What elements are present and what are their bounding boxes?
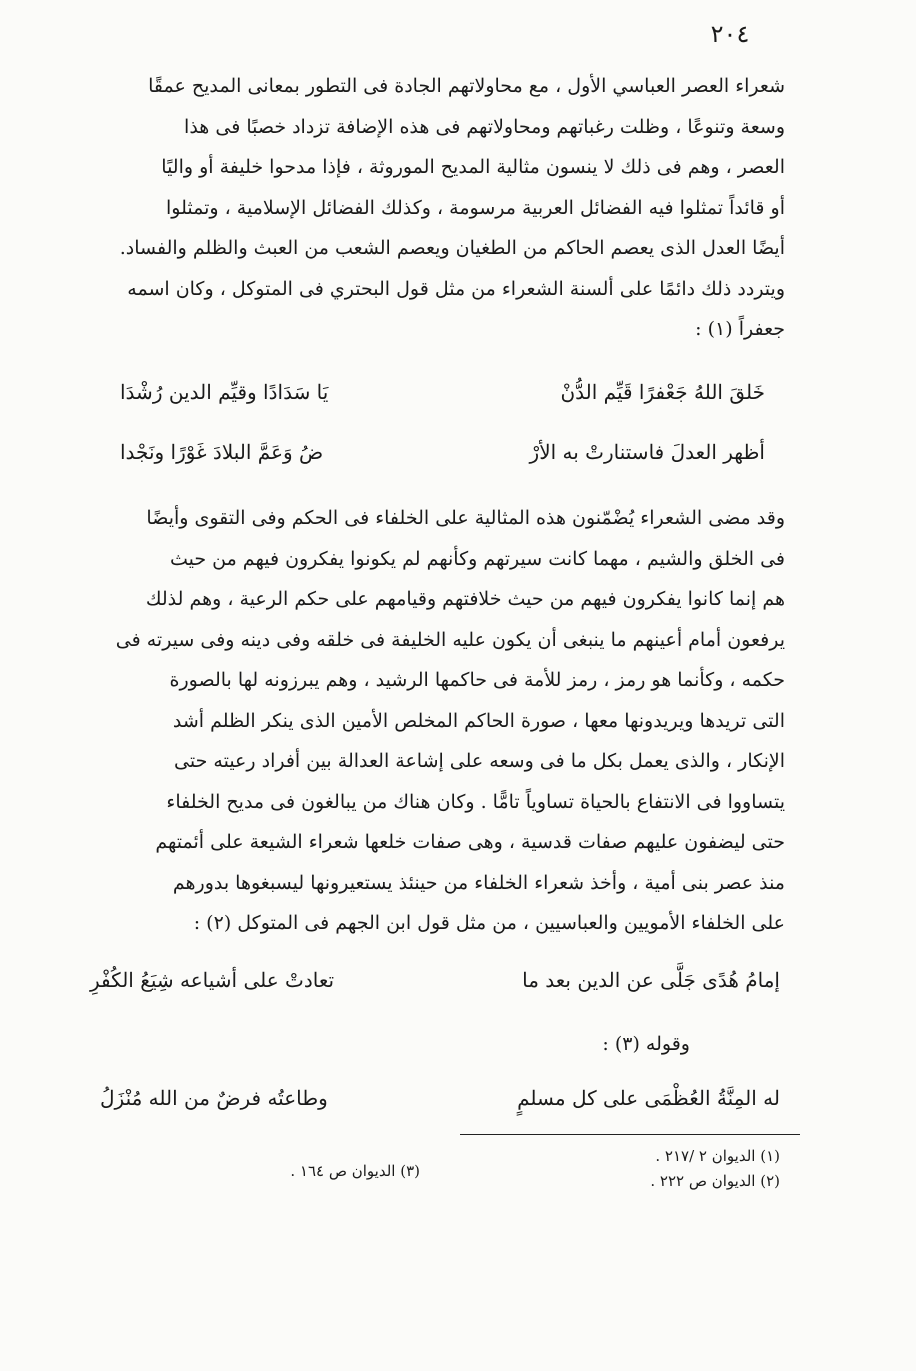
verse-first-hemistich: خَلقَ اللهُ جَعْفرًا قَيِّم الدُّنْ (560, 380, 765, 404)
footnote-2: (٢) الديوان ص ٢٢٢ . (650, 1172, 780, 1190)
paragraph-line: فى الخلق والشيم ، مهما كانت سيرتهم وكأنهم لم يكونوا يفكرون فيهم من حيث (169, 547, 785, 570)
verse-first-hemistich: له المِنَّةُ العُظْمَى على كل مسلمٍ (517, 1086, 780, 1110)
paragraph-line: التى تريدها ويريدونها معها ، صورة الحاكم المخلص الأمين الذى ينكر الظلم أشد (172, 709, 785, 732)
verse-1 (120, 380, 765, 416)
paragraph-line: أو قائداً تمثلوا فيه الفضائل العربية مرسومة ، وكذلك الفضائل الإسلامية ، وتمثلوا (166, 196, 785, 219)
footnote-3: (٣) الديوان ص ١٦٤ . (290, 1162, 420, 1180)
page-number: ٢٠٤ (710, 20, 750, 48)
verse-2 (120, 440, 765, 476)
paragraph-line: شعراء العصر العباسي الأول ، مع محاولاتهم الجادة فى التطور بمعانى المديح عمقًا (148, 75, 785, 97)
paragraph-line: جعفراً (١) : (695, 318, 785, 340)
verse-second-hemistich: تعادتْ على أشياعه شِيَعُ الكُفْرِ (90, 968, 335, 992)
paragraph-line: هم إنما كانوا يفكرون فيهم من حيث خلافتهم وقيامهم على حكم الرعية ، وهم لذلك (145, 588, 785, 610)
verse-second-hemistich: يَا سَدَادًا وقيِّم الدين رُشْدَا (120, 380, 329, 404)
footnote-1: (١) الديوان ٢ /٢١٧ . (655, 1147, 780, 1165)
paragraph-line: الإنكار ، والذى يعمل بكل ما فى وسعه على إشاعة العدالة بين أفراد رعيته حتى (174, 750, 785, 772)
paragraph-line: منذ عصر بنى أمية ، وأخذ شعراء الخلفاء من حينئذ يستعيرونها ليسبغوها بدورهم (172, 871, 785, 894)
verse-first-hemistich: إمامُ هُدًى جَلَّى عن الدين بعد ما (522, 968, 780, 992)
paragraph-line: وسعة وتنوعًا ، وظلت رغباتهم ومحاولاتهم فى هذه الإضافة تزداد خصبًا فى هذا (184, 115, 785, 138)
paragraph-line: أيضًا العدل الذى يعصم الحاكم من الطغيان ويعصم الشعب من العبث والظلم والفساد. (119, 237, 785, 259)
paragraph-line: يتساووا فى الانتفاع بالحياة تساوياً تامًّا . وكان هناك من يبالغون فى مديح الخلفاء (166, 790, 785, 813)
verse-intro (400, 1024, 690, 1065)
verse-second-hemistich: ضُ وَعَمَّ البلادَ غَوْرًا ونَجْدا (120, 440, 324, 464)
paragraph-1 (80, 66, 785, 350)
footnote-divider (460, 1134, 800, 1135)
paragraph-line: وقوله (٣) : (602, 1033, 690, 1055)
paragraph-line: على الخلفاء الأمويين والعباسيين ، من مثل قول ابن الجهم فى المتوكل (٢) : (193, 912, 785, 934)
verse-second-hemistich: وطاعتُه فرضٌ من الله مُنْزَلُ (100, 1086, 328, 1110)
paragraph-2 (80, 498, 785, 944)
paragraph-line: العصر ، وهم فى ذلك لا ينسون مثالية المديح الموروثة ، فإذا مدحوا خليفة أو واليًا (161, 156, 785, 178)
paragraph-line: وقد مضى الشعراء يُضْمّنون هذه المثالية على الخلفاء فى الحكم وفى التقوى وأيضًا (146, 507, 785, 529)
paragraph-line: حتى ليضفون عليهم صفات قدسية ، وهى صفات خلعها شعراء الشيعة على أئمتهم (155, 831, 785, 853)
verse-first-hemistich: أظهر العدلَ فاستنارتْ به الأرْ (529, 440, 765, 464)
paragraph-line: حكمه ، وكأنما هو رمز ، رمز للأمة فى حاكمها الرشيد ، وهم يبرزونه لها بالصورة (169, 669, 785, 691)
paragraph-line: يرفعون أمام أعينهم ما ينبغى أن يكون عليه الخليفة فى خلقه وفى دينه وفى سيرته فى (115, 628, 785, 651)
paragraph-line: ويتردد ذلك دائمًا على ألسنة الشعراء من مثل قول البحتري فى المتوكل ، وكان اسمه (127, 277, 785, 300)
